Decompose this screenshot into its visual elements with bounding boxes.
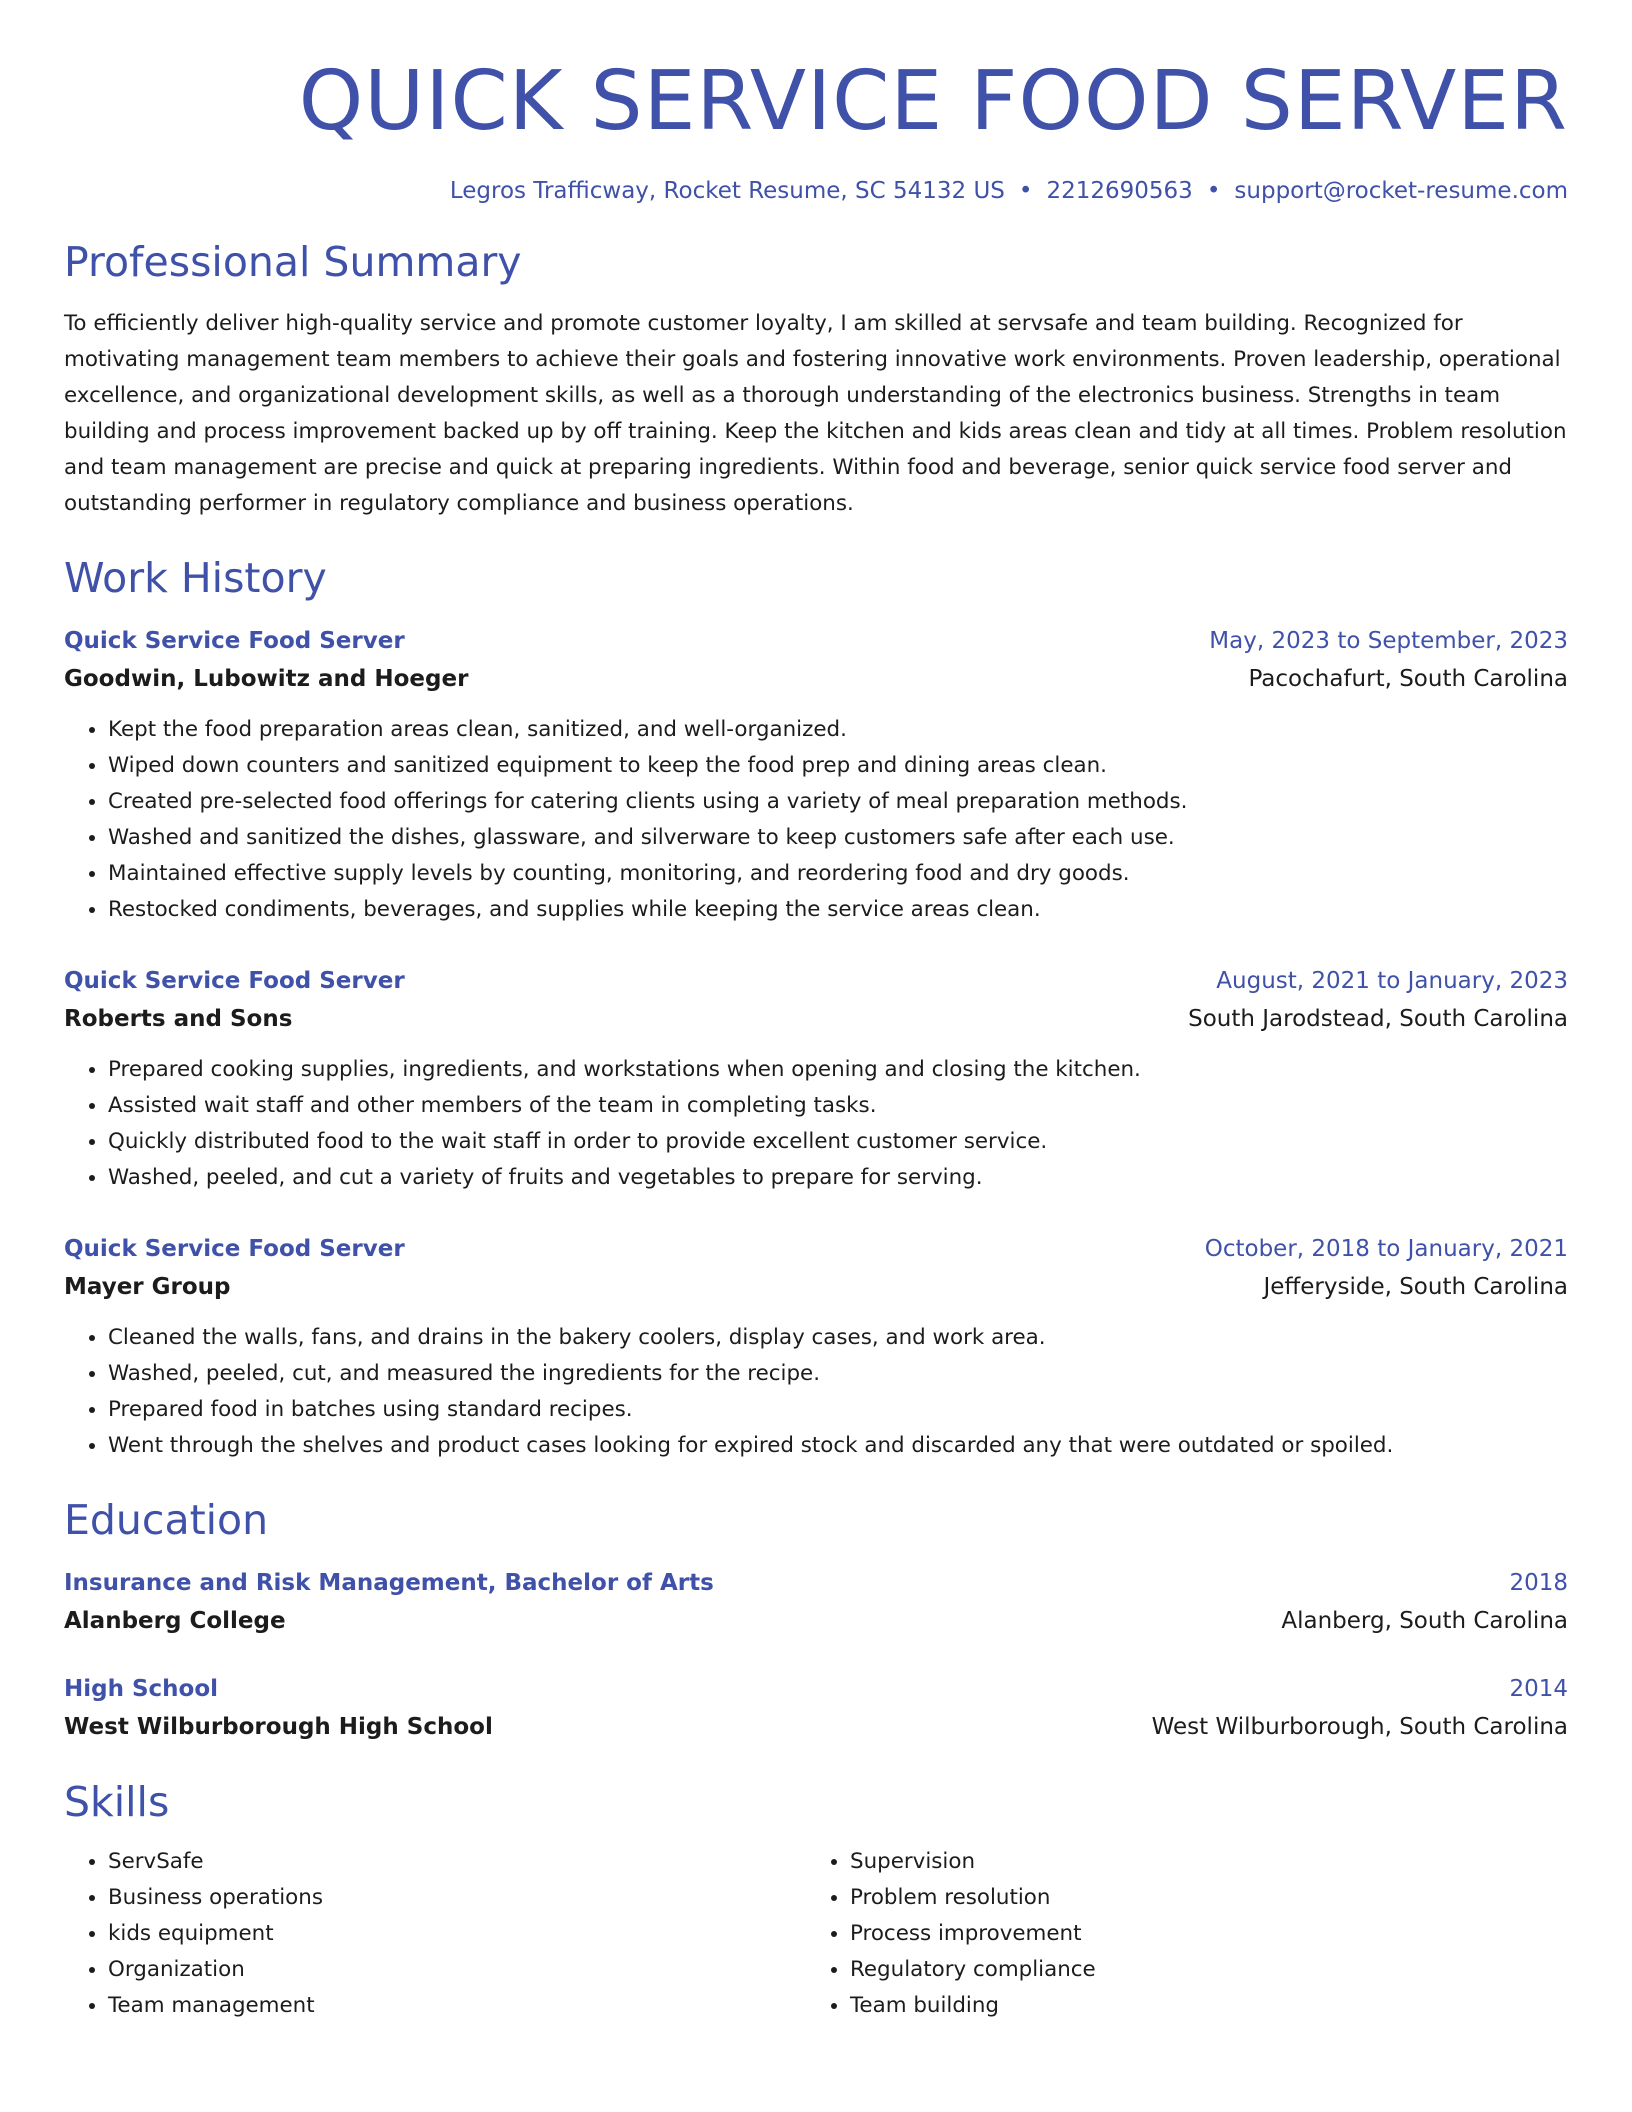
skill-item: • Team management [108,1988,806,2024]
bullet-separator: • [1018,178,1033,204]
email-link[interactable]: support@rocket-resume.com [1234,178,1568,204]
education-entry [64,1670,1568,1746]
job-entry [64,1230,1568,1464]
list-item: • Wiped down counters and sanitized equipment to keep the food prep and dining areas clean. [108,748,1568,784]
skill-item: • Supervision [850,1844,1548,1880]
skills-list [64,1844,1568,2024]
candidate-name: QUICK SERVICE FOOD SERVER [298,54,1568,149]
list-item: • Quickly distributed food to the wait staff in order to provide excellent customer service. [108,1124,1568,1160]
job-entry [64,622,1568,928]
job-dates: August, 2021 to January, 2023 [1216,968,1568,994]
list-item: • Washed and sanitized the dishes, glassware, and silverware to keep customers safe after each use. [108,820,1568,856]
skill-item: • ServSafe [108,1844,806,1880]
skills-column-left [64,1844,806,2024]
job-location: South Jarodstead, South Carolina [1188,1006,1568,1032]
job-location: Pacochafurt, South Carolina [1248,666,1568,692]
skill-item: • Team building [850,1988,1548,2024]
list-item: • Cleaned the walls, fans, and drains in the bakery coolers, display cases, and work area. [108,1320,1568,1356]
list-item: • Went through the shelves and product cases looking for expired stock and discarded any that were outdated or spoiled. [108,1428,1568,1464]
job-entry [64,962,1568,1196]
list-item: • Washed, peeled, cut, and measured the ingredients for the recipe. [108,1356,1568,1392]
graduation-year: 2014 [1509,1676,1568,1702]
list-item: • Maintained effective supply levels by counting, monitoring, and reordering food and dry goods. [108,856,1568,892]
job-company: Goodwin, Lubowitz and Hoeger [64,666,469,692]
school-name: Alanberg College [64,1608,286,1634]
skill-item: • Regulatory compliance [850,1952,1548,1988]
skill-item: • Organization [108,1952,806,1988]
school-location: Alanberg, South Carolina [1281,1608,1568,1634]
job-role: Quick Service Food Server [64,628,405,654]
skill-item: • Problem resolution [850,1880,1548,1916]
job-role: Quick Service Food Server [64,968,405,994]
skills-column-right [806,1844,1548,2024]
job-location: Jefferyside, South Carolina [1263,1274,1568,1300]
school-name: West Wilburborough High School [64,1714,493,1740]
list-item: • Prepared cooking supplies, ingredients, and workstations when opening and closing the kitchen. [108,1052,1568,1088]
job-duties [64,712,1568,928]
skill-item: • kids equipment [108,1916,806,1952]
graduation-year: 2018 [1509,1570,1568,1596]
degree: Insurance and Risk Management, Bachelor of Arts [64,1570,714,1596]
list-item: • Restocked condiments, beverages, and supplies while keeping the service areas clean. [108,892,1568,928]
education-heading: Education [64,1496,269,1544]
skills-heading: Skills [64,1778,170,1826]
list-item: • Kept the food preparation areas clean, sanitized, and well-organized. [108,712,1568,748]
list-item: • Washed, peeled, and cut a variety of fruits and vegetables to prepare for serving. [108,1160,1568,1196]
skill-item: • Process improvement [850,1916,1548,1952]
job-company: Mayer Group [64,1274,231,1300]
summary-text: To efficiently deliver high-quality service and promote customer loyalty, I am skilled at servsafe and team building. Recognized for motivating management team members to achieve their goals and fostering innovative work environments. Proven leadership, operational excellence, and organizational development skills, as well as a thorough understanding of the electronics business. Strengths in team building and process improvement backed up by off training. Keep the kitchen and kids areas clean and tidy at all times. Problem resolution and team management are precise and quick at preparing ingredients. Within food and beverage, senior quick service food server and outstanding performer in regulatory compliance and business operations. [64,311,1567,516]
school-location: West Wilburborough, South Carolina [1151,1714,1568,1740]
job-dates: May, 2023 to September, 2023 [1209,628,1568,654]
list-item: • Created pre-selected food offerings for catering clients using a variety of meal preparation methods. [108,784,1568,820]
work-history-heading: Work History [64,554,327,602]
phone: 2212690563 [1046,178,1193,204]
job-duties [64,1320,1568,1464]
education-entry [64,1564,1568,1640]
address: Legros Trafficway, Rocket Resume, SC 54132 US [449,178,1005,204]
list-item: • Assisted wait staff and other members of the team in completing tasks. [108,1088,1568,1124]
job-role: Quick Service Food Server [64,1236,405,1262]
summary-heading: Professional Summary [64,238,522,286]
list-item: • Prepared food in batches using standard recipes. [108,1392,1568,1428]
job-duties [64,1052,1568,1196]
degree: High School [64,1676,219,1702]
skill-item: • Business operations [108,1880,806,1916]
bullet-separator: • [1206,178,1221,204]
job-company: Roberts and Sons [64,1006,293,1032]
job-dates: October, 2018 to January, 2021 [1204,1236,1568,1262]
contact-line [64,178,1568,204]
